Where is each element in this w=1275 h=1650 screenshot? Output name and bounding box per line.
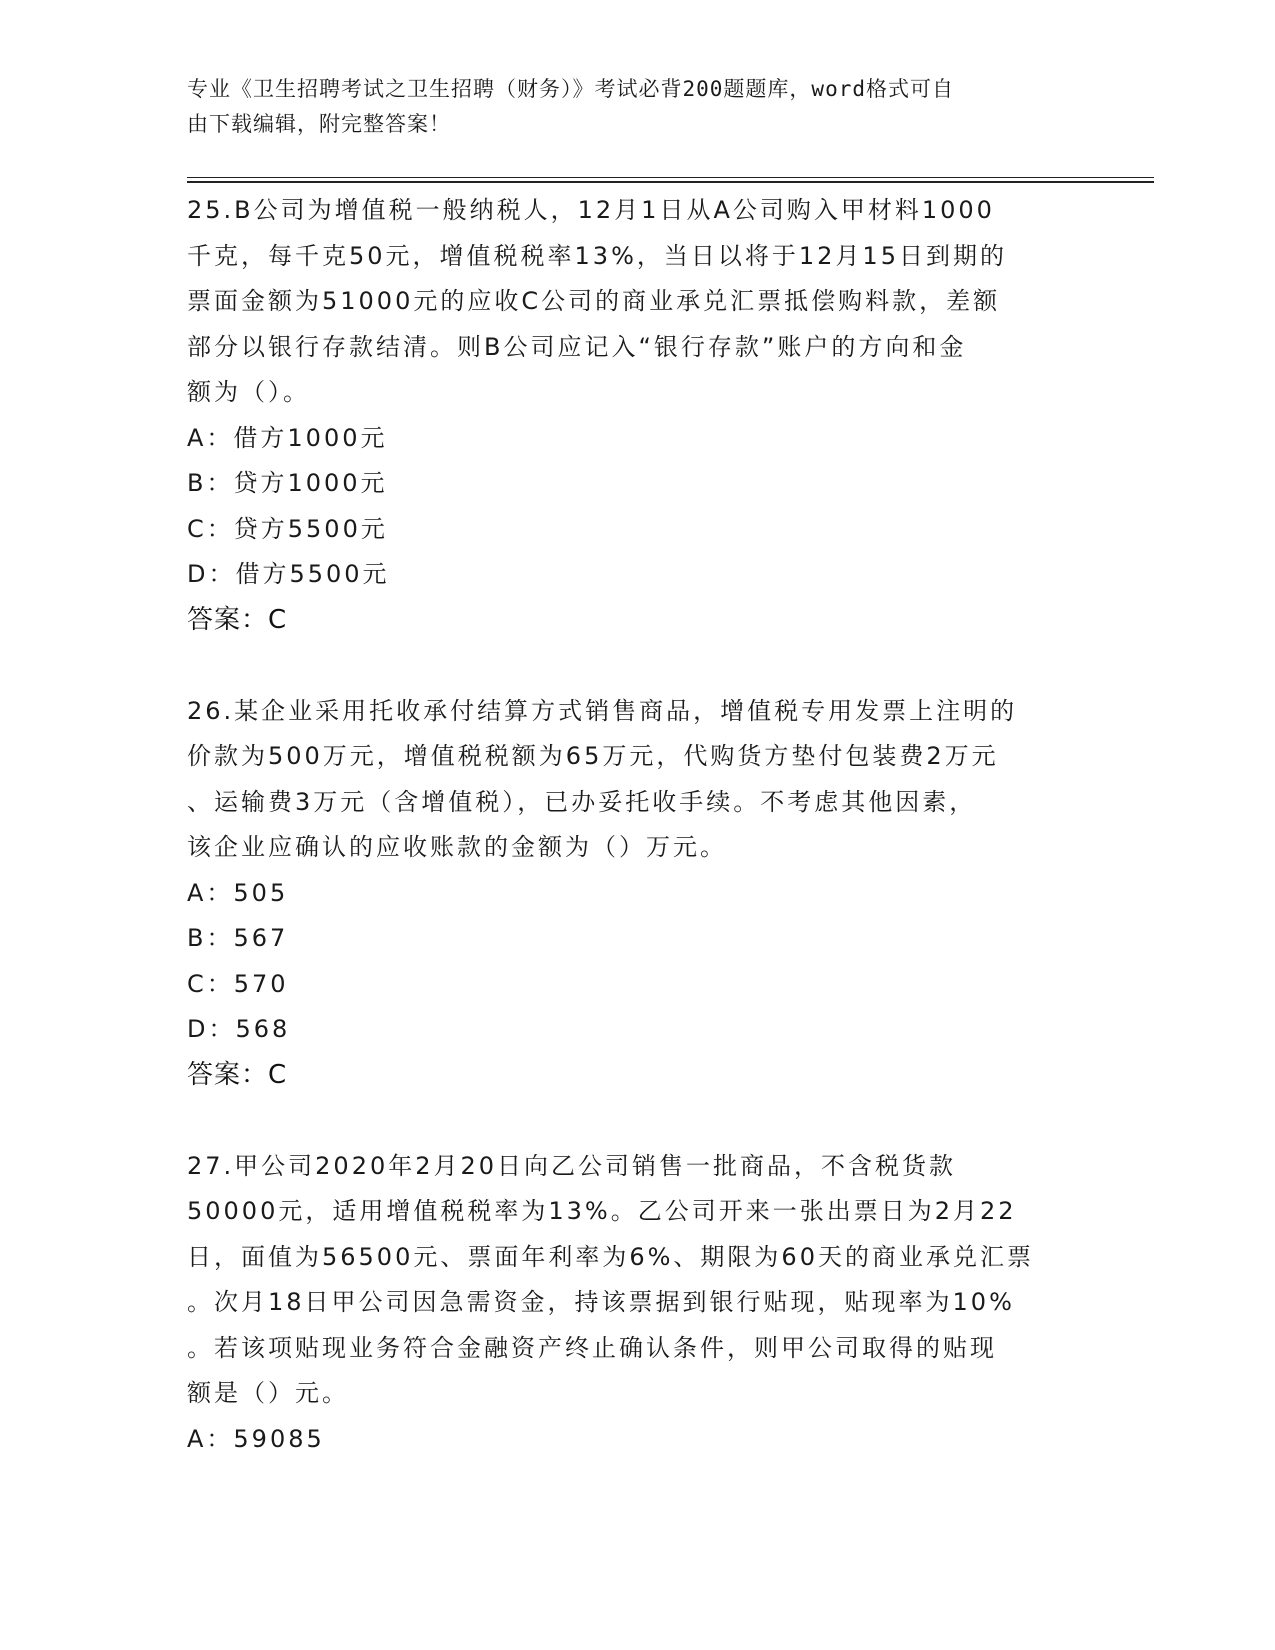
question-line: 、运输费3万元（含增值税），已办妥托收手续。不考虑其他因素， [187,787,977,816]
question-text [187,689,1087,871]
question-line: 该企业应确认的应收账款的金额为（）万元。 [187,833,727,861]
option-d: D：568 [187,1015,291,1043]
question-line: 50000元，适用增值税税率为13%。乙公司开来一张出票日为2月22 [187,1197,1017,1225]
answer: 答案：C [187,1059,288,1090]
document-header [187,72,1077,142]
question-line: 27.甲公司2020年2月20日向乙公司销售一批商品，不含税货款 [187,1151,957,1180]
question-25 [187,188,1087,643]
option-d: D：借方5500元 [187,560,390,588]
header-divider [187,177,1154,183]
option-a: A：59085 [187,1424,325,1453]
question-line: 日，面值为56500元、票面年利率为6%、期限为60天的商业承兑汇票 [187,1242,1034,1271]
question-line: 25.B公司为增值税一般纳税人，12月1日从A公司购入甲材料1000 [187,196,995,224]
answer: 答案：C [187,604,288,635]
question-line: 价款为500万元，增值税税额为65万元，代购货方垫付包装费2万元 [187,742,999,770]
question-line: 额为（）。 [187,378,310,406]
header-line-1: 专业《卫生招聘考试之卫生招聘（财务）》考试必背200题题库，word格式可自 [187,77,954,101]
option-c: C：570 [187,969,289,998]
option-b: B：贷方1000元 [187,469,388,497]
question-line: 票面金额为51000元的应收C公司的商业承兑汇票抵偿购料款，差额 [187,287,1001,315]
question-line: 部分以银行存款结清。则B公司应记入“银行存款”账户的方向和金 [187,332,967,361]
question-line: 26.某企业采用托收承付结算方式销售商品，增值税专用发票上注明的 [187,696,1018,725]
question-line: 。若该项贴现业务符合金融资产终止确认条件，则甲公司取得的贴现 [187,1333,997,1362]
question-26 [187,689,1087,1098]
question-27 [187,1144,1087,1463]
question-line: 额是（）元。 [187,1379,349,1407]
question-spacer [187,1098,1087,1144]
question-text [187,188,1087,416]
option-a: A：505 [187,878,289,907]
header-line-2: 由下载编辑，附完整答案！ [187,112,451,136]
option-a: A：借方1000元 [187,423,388,452]
question-list [187,188,1087,1462]
question-spacer [187,643,1087,689]
question-line: 千克，每千克50元，增值税税率13%，当日以将于12月15日到期的 [187,241,1007,270]
question-line: 。次月18日甲公司因急需资金，持该票据到银行贴现，贴现率为10% [187,1288,1015,1316]
option-c: C：贷方5500元 [187,514,388,543]
option-b: B：567 [187,924,289,952]
question-text [187,1144,1087,1417]
